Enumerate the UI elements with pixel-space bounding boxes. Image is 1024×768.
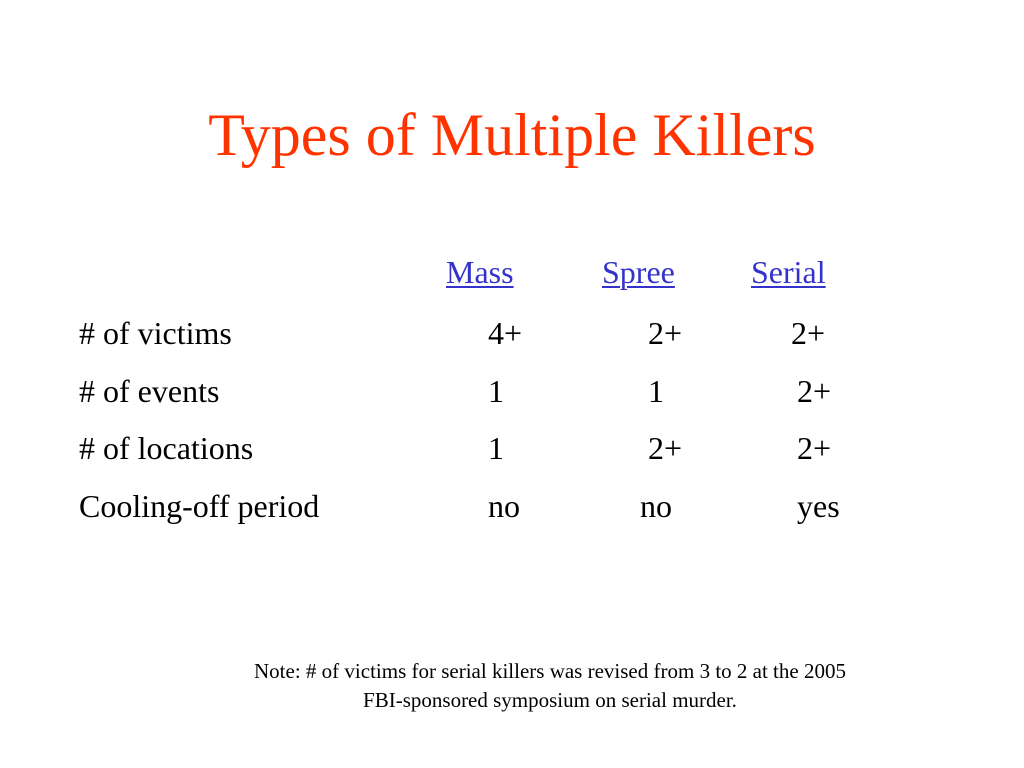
row-label-cooling-off: Cooling-off period bbox=[79, 488, 320, 524]
cell-mass: no bbox=[488, 488, 520, 524]
cell-spree: 2+ bbox=[648, 315, 683, 351]
cell-mass: 1 bbox=[488, 373, 504, 409]
column-header-spree: Spree bbox=[602, 254, 675, 290]
cell-serial: yes bbox=[797, 488, 840, 524]
cell-mass: 1 bbox=[488, 430, 504, 466]
cell-serial: 2+ bbox=[797, 373, 832, 409]
footnote bbox=[150, 657, 950, 715]
cell-spree: no bbox=[640, 488, 672, 524]
cell-serial: 2+ bbox=[797, 430, 832, 466]
cell-spree: 1 bbox=[648, 373, 664, 409]
cell-serial: 2+ bbox=[791, 315, 826, 351]
slide-title: Types of Multiple Killers bbox=[208, 102, 816, 168]
column-header-mass: Mass bbox=[446, 254, 514, 290]
cell-spree: 2+ bbox=[648, 430, 683, 466]
row-label-events: # of events bbox=[79, 373, 220, 409]
column-header-serial: Serial bbox=[751, 254, 826, 290]
row-label-locations: # of locations bbox=[79, 430, 254, 466]
cell-mass: 4+ bbox=[488, 315, 523, 351]
footnote-line-2: FBI-sponsored symposium on serial murder. bbox=[363, 688, 737, 712]
footnote-line-1: Note: # of victims for serial killers was revised from 3 to 2 at the 2005 bbox=[254, 659, 846, 683]
row-label-victims: # of victims bbox=[79, 315, 232, 351]
